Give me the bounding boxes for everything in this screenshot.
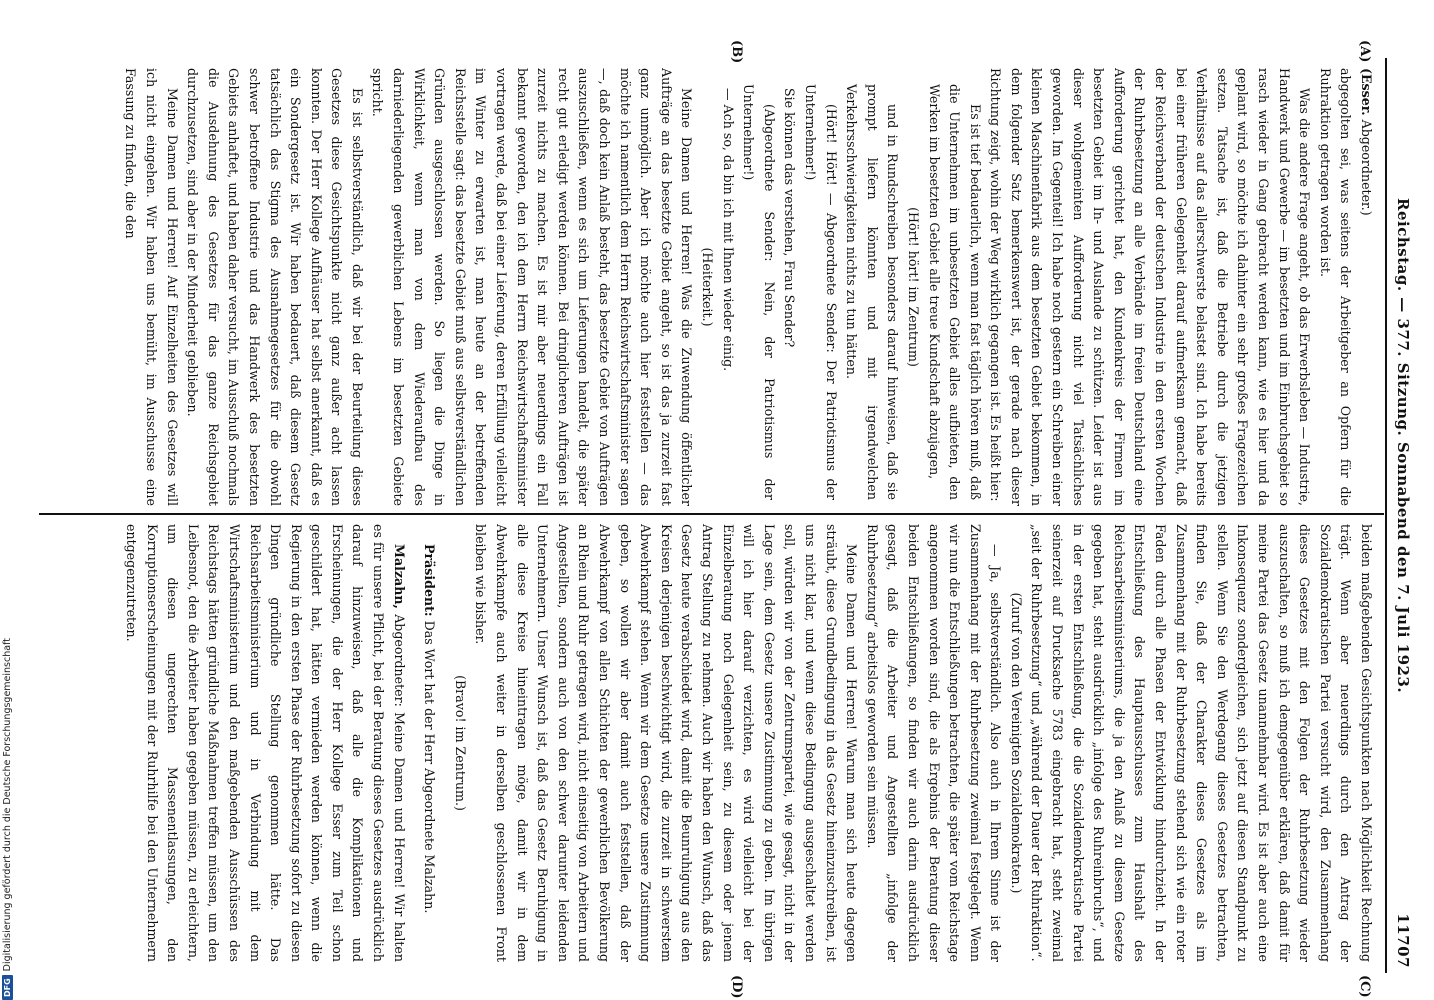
- interjection: (Zuruf von den Vereinigten Sozialdemokraten.): [1008, 592, 1024, 894]
- column-divider: [39, 513, 1384, 515]
- footer-text: Digitalisierung gefördert durch die Deutsche Forschungsgemeinschaft: [1, 638, 13, 972]
- paragraph: Es ist selbstverständlich, daß wir bei der Beurteilung dieses Gesetzes diese Gesichtspunkte nicht ganz außer acht lassen konnten. Der Herr Kollege Aufhäuser hat selbst anerkannt, daß es ein Sondergesetz ist. Wir haben bedauert, daß diesem Gesetz tatsächlich das Stigma des Ausnahmegesetzes für die obwohl schwer betroffene Industrie und das Handwerk des besetzten Gebiets anhaftet, und haben daher versucht, im Ausschuß nochmals die Ausdehnung des Gesetzes für das ganze Reichsgebiet durchzusetzen, sind aber in der Minderheit geblieben.: [185, 68, 365, 506]
- interjection: (Bravo! im Zentrum.): [452, 675, 468, 811]
- speaker-name: Präsident:: [422, 544, 438, 617]
- speaker-role: Abgeordneter.): [1359, 119, 1374, 216]
- speaker-paragraph: [419, 524, 440, 962]
- spacer: [409, 524, 419, 962]
- speaker-name: (Esser.: [1359, 68, 1374, 116]
- margin-letter-b: (B): [729, 40, 744, 64]
- interjection: (Hört! Hört! — Abgeordnete Sender: Der Patriotismus der Unternehmer!): [802, 84, 839, 500]
- paragraph: beiden maßgebenden Gesichtspunkten nach Möglichkeit Rechnung trägt. Wenn aber neuerdings durch den Antrag der Sozialdemokratischen Partei versucht wird, den Zusammenhang dieses Gesetzes mit den Folgen der Ruhrbesetzung wieder auszuschalten, so muß ich demgegenüber erklären, daß damit für meine Partei das Gesetz unannehmbar wird. Es ist aber auch eine Inkonsequenz sondergleichen, sich jetzt auf diesen Standpunkt zu stellen. Wenn Sie den Werdegang dieses Gesetzes betrachten, finden Sie, daß der Charakter dieses Gesetzes als im Zusammenhang mit der Ruhrbesetzung stehend sich wie ein roter Faden durch alle Phasen der Entwicklung hindurchzieht. In der Entschließung des Hauptausschusses zum Haushalt des Reichsarbeitsministeriums, die ja den Anlaß zu diesem Gesetze gegeben hat, steht ausdrücklich „infolge des Ruhreinbruchs“, und in der ersten Entschließung, die die Sozialdemokratische Partei seinerzeit auf Drucksache 5783 eingebracht hat, steht zweimal „seit der Ruhrbesetzung“ und „während der Dauer der Ruhraktion“.: [1029, 524, 1374, 962]
- dfg-logo-icon: DFG: [2, 975, 13, 1000]
- quotation: Es ist tief bedauerlich, wenn man fast täglich hören muß, daß die Unternehmen im unbesetzten Gebiet alles aufbieten, den Werken im besetzten Gebiet alle treue Kundschaft abzujagen,: [926, 84, 983, 500]
- interjection: (Hört! hört! im Zentrum): [905, 207, 921, 367]
- paragraph: Meine Damen und Herren! Auf Einzelheiten des Gesetzes will ich nicht eingehen. Wir haben uns bemüht, im Ausschusse eine Fassung zu finden, die den: [123, 68, 180, 506]
- page-header: [1388, 58, 1414, 978]
- interjection: (Abgeordnete Sender: Nein, der Patriotismus der Unternehmer!): [741, 84, 777, 500]
- speaker-role: Abgeordneter:: [391, 614, 407, 707]
- header-title: Reichstag. — 377. Sitzung. Sonnabend den 7. Juli 1923.: [1394, 198, 1412, 694]
- speaker-name: Malzahn,: [391, 544, 407, 609]
- paragraph: Sie können das verstehen, Frau Sender?: [782, 88, 798, 348]
- speaker-line: [1355, 68, 1376, 506]
- paragraph: abgegolten sei, was seitens der Arbeitgeber an Opfern für die Ruhraktion getragen worden ist.: [1317, 68, 1354, 506]
- interjection: (Heiterkeit.): [700, 247, 715, 327]
- margin-letter-a: (A): [1357, 40, 1372, 63]
- paragraph: Was die andere Frage angeht, ob das Erwerbsleben — Industrie, Handwerk und Gewerbe — im besetzten und im Einbruchsgebiet so rasch wieder in Gang gebracht werden kann, wie es hier und da geplant wird, so möchte ich dahinter ein sehr großes Fragezeichen setzen. Tatsache ist, daß die Betriebe durch die jetzigen Verhältnisse auf das allerschwerste belastet sind. Ich habe bereits bei einer früheren Gelegenheit darauf aufmerksam gemacht, daß der Reichsverband der deutschen Industrie in den ersten Wochen der Ruhrbesetzung an alle Verbände im freien Deutschland eine Aufforderung gerichtet hat, den Kundenkreis der Firmen im besetzten Gebiet im In- und Auslande zu schützen. Leider ist aus dieser wohlgemeinten Aufforderung nicht viel Tatsächliches geworden. Im Gegenteil! Ich habe noch gestern ein Schreiben einer kleinen Maschinenfabrik aus dem besetzten Gebiet bekommen, in dem folgender Satz bemerkenswert ist, der gerade nach dieser Richtung zeigt, wohin der Weg wirklich gegangen ist. Es heißt hier:: [988, 68, 1313, 506]
- digitization-footer: [0, 610, 14, 1000]
- paragraph: Meine Damen und Herren! Warum man sich heute dagegen sträubt, diese Grundbedingung in das Gesetz hineinzuschreiben, ist uns nicht klar, und wenn diese Bedingung ausgeschaltet werden soll, würden wir von der Zentrumspartei, wie gesagt, nicht in der Lage sein, dem Gesetz unsere Zustimmung zu geben. Im übrigen will ich hier darauf verzichten, es wird vielleicht bei der Einzelberatung noch Gelegenheit sein, zu diesem oder jenem Antrag Stellung zu nehmen. Auch wir haben den Wunsch, daß das Gesetz heute verabschiedet wird, damit die Beunruhigung aus den Kreisen derjenigen beschwichtigt wird, die zurzeit in schwerstem Abwehrkampf stehen. Wenn wir dem Gesetze unsere Zustimmung geben, so wollen wir aber damit auch feststellen, daß der Abwehrkampf von allen Schichten der gewerblichen Bevölkerung an Rhein und Ruhr getragen wird, nicht einseitig von Arbeitern und Angestellten, sondern auch von den schwer darunter leidenden Unternehmern. Unser Wunsch ist, daß das Gesetz Beruhigung in alle diese Kreise hineintragen möge, damit wir in dem Abwehrkampfe auch weiter in derselben geschlossenen Front bleiben wie bisher.: [473, 524, 860, 962]
- paragraph: Meine Damen und Herren! Was die Zuwendung öffentlicher Aufträge an das besetzte Gebiet angeht, so ist das ja zurzeit fast ganz unmöglich. Aber ich möchte auch hier feststellen — das möchte ich namentlich dem Herrn Reichswirtschaftsminister sagen —, daß doch kein Anlaß besteht, das besetzte Gebiet von Aufträgen auszuschließen, wenn es sich um Lieferungen handelt, die später recht gut erledigt werden können. Bei dringlicheren Aufträgen ist zurzeit nichts zu machen. Es ist mir aber neuerdings ein Fall bekannt geworden, den ich dem Herrn Reichswirtschaftsminister vortragen werde, daß bei einer Lieferung, deren Erfüllung vielleicht im Winter zu erwarten ist, man heute an der betreffenden Reichsstelle sagt: das besetzte Gebiet muß aus selbstverständlichen Gründen ausgeschlossen werden. So liegen die Dinge in Wirklichkeit, wenn man von dem Wiederaufbau des darniederliegenden gewerblichen Lebens im besetzten Gebiete spricht.: [370, 68, 695, 506]
- margin-letter-c: (C): [1357, 975, 1372, 998]
- paragraph-text: Das Wort hat der Herr Abgeordnete Malzahn.: [422, 620, 438, 914]
- paragraph-text: Meine Damen und Herren! Wir halten es für unsere Pflicht, bei der Beratung dieses Gesetzes ausdrücklich darauf hinzuweisen, daß alle die Komplikationen und Erscheinungen, die der Herr Kollege Esser zum Teil schon geschildert hat, hätten vermieden werden können, wenn die Regierung in den ersten Phase der Ruhrbesetzung sofort zu diesen Dingen gründliche Stellung genommen hätte. Das Reichsarbeitsministerium und in Verbindung mit dem Wirtschaftsministerium und den maßgebenden Ausschüssen des Reichstags hätten gründliche Maßnahmen treffen müssen, um den Leibesnot, den die Arbeiter haben gegeben müssen, zu erleichtern, um diesen ungerechten Massenentlassungen, den Korruptionserscheinungen mit der Ruhrhilfe bei den Unternehmern entgegenzutreten.: [123, 524, 407, 962]
- paragraph: — Ja, selbstverständlich. Also auch in Ihrem Sinne ist der Zusammenhang mit der Ruhrbesetzung zweimal festgelegt. Wenn wir nun die Entschließungen betrachten, die später vom Reichstage angenommen worden sind, die als Ergebnis der Beratung dieser beiden Entschließungen, so finden wir auch darin ausdrücklich gesagt, daß die Arbeiter und Angestellten „infolge der Ruhrbesetzung“ arbeitslos geworden sein müssen.: [864, 524, 1004, 962]
- quotation: und in Rundschreiben besonders darauf hinweisen, daß sie prompt liefern könnten und mit irgendwelchen Verkehrsschwierigkeiten nichts zu tun hätten.: [844, 84, 901, 500]
- margin-letter-d: (D): [729, 975, 744, 999]
- paragraph: — Ach so, da bin ich mit Ihnen wieder einig.: [720, 88, 736, 372]
- spacer: [439, 524, 449, 962]
- right-column: [36, 524, 1376, 962]
- header-rule: [1385, 58, 1387, 973]
- page-number: 11707: [1394, 913, 1412, 968]
- left-column: [36, 68, 1376, 506]
- speaker-paragraph: [120, 524, 408, 962]
